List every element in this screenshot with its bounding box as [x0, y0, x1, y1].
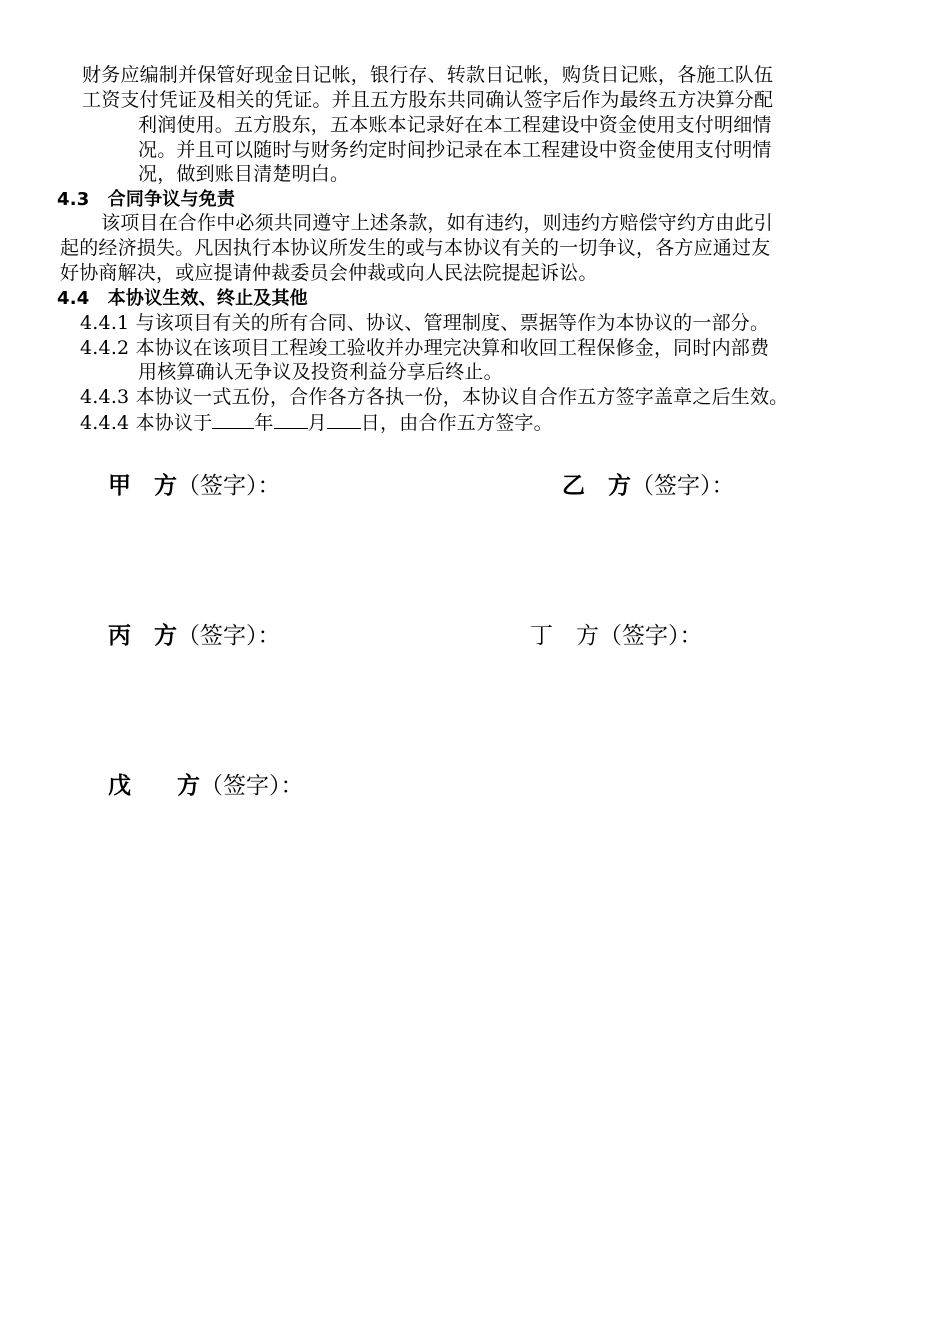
- party-b-name: 乙 方: [562, 473, 631, 499]
- finance-line-4: 况。并且可以随时与财务约定时间抄记录在本工程建设中资金使用支付明情: [138, 139, 772, 161]
- section-4-4-4: [80, 411, 553, 435]
- month-label: 月: [307, 412, 327, 434]
- month-blank: [274, 411, 308, 429]
- day-label: 日: [360, 412, 380, 434]
- finance-line-1: 财务应编制并保管好现金日记帐，银行存、转款日记帐，购货日记账，各施工队伍: [82, 64, 774, 86]
- party-c-suffix: （签字）：: [177, 623, 281, 649]
- finance-line-2: 工资支付凭证及相关的凭证。并且五方股东共同确认签字后作为最终五方决算分配: [82, 89, 774, 111]
- party-e-suffix: （签字）：: [200, 773, 304, 799]
- finance-line-3: 利润使用。五方股东，五本账本记录好在本工程建设中资金使用支付明细情: [138, 114, 772, 136]
- section-4-4-4-suffix: ，由合作五方签字。: [380, 412, 553, 434]
- party-d-name: 丁 方: [530, 623, 599, 649]
- signature-party-e: [108, 772, 304, 800]
- party-b-suffix: （签字）：: [631, 473, 735, 499]
- section-4-4-2-line-1: 4.4.2 本协议在该项目工程竣工验收并办理完决算和收回工程保修金，同时内部费: [80, 337, 770, 359]
- finance-line-5: 况，做到账目清楚明白。: [138, 163, 350, 185]
- year-blank: [212, 411, 254, 429]
- section-4-3-line-3: 好协商解决，或应提请仲裁委员会仲裁或向人民法院提起诉讼。: [60, 262, 598, 284]
- party-a-suffix: （签字）：: [177, 473, 281, 499]
- section-4-4-heading: 4.4 本协议生效、终止及其他: [57, 288, 308, 309]
- section-4-3-line-1: 该项目在合作中必须共同遵守上述条款，如有违约，则违约方赔偿守约方由此引: [101, 212, 774, 234]
- section-4-3-line-2: 起的经济损失。凡因执行本协议所发生的或与本协议有关的一切争议，各方应通过友: [60, 237, 771, 259]
- year-label: 年: [254, 412, 274, 434]
- day-blank: [327, 411, 361, 429]
- section-4-4-3: 4.4.3 本协议一式五份，合作各方各执一份，本协议自合作五方签字盖章之后生效。: [80, 386, 789, 408]
- party-c-name: 丙 方: [108, 623, 177, 649]
- signature-party-a: [108, 472, 281, 500]
- party-a-name: 甲 方: [108, 473, 177, 499]
- party-d-suffix: （签字）：: [599, 623, 703, 649]
- signature-party-c: [108, 622, 281, 650]
- party-e-name: 戊 方: [108, 773, 200, 799]
- section-4-4-2-line-2: 用核算确认无争议及投资利益分享后终止。: [138, 361, 503, 383]
- signature-party-b: [562, 472, 735, 500]
- signature-party-d: [530, 622, 703, 650]
- section-4-4-1: 4.4.1 与该项目有关的所有合同、协议、管理制度、票据等作为本协议的一部分。: [80, 312, 770, 334]
- section-4-3-heading: 4.3 合同争议与免责: [57, 189, 236, 210]
- section-4-4-4-prefix: 4.4.4 本协议于: [80, 412, 213, 434]
